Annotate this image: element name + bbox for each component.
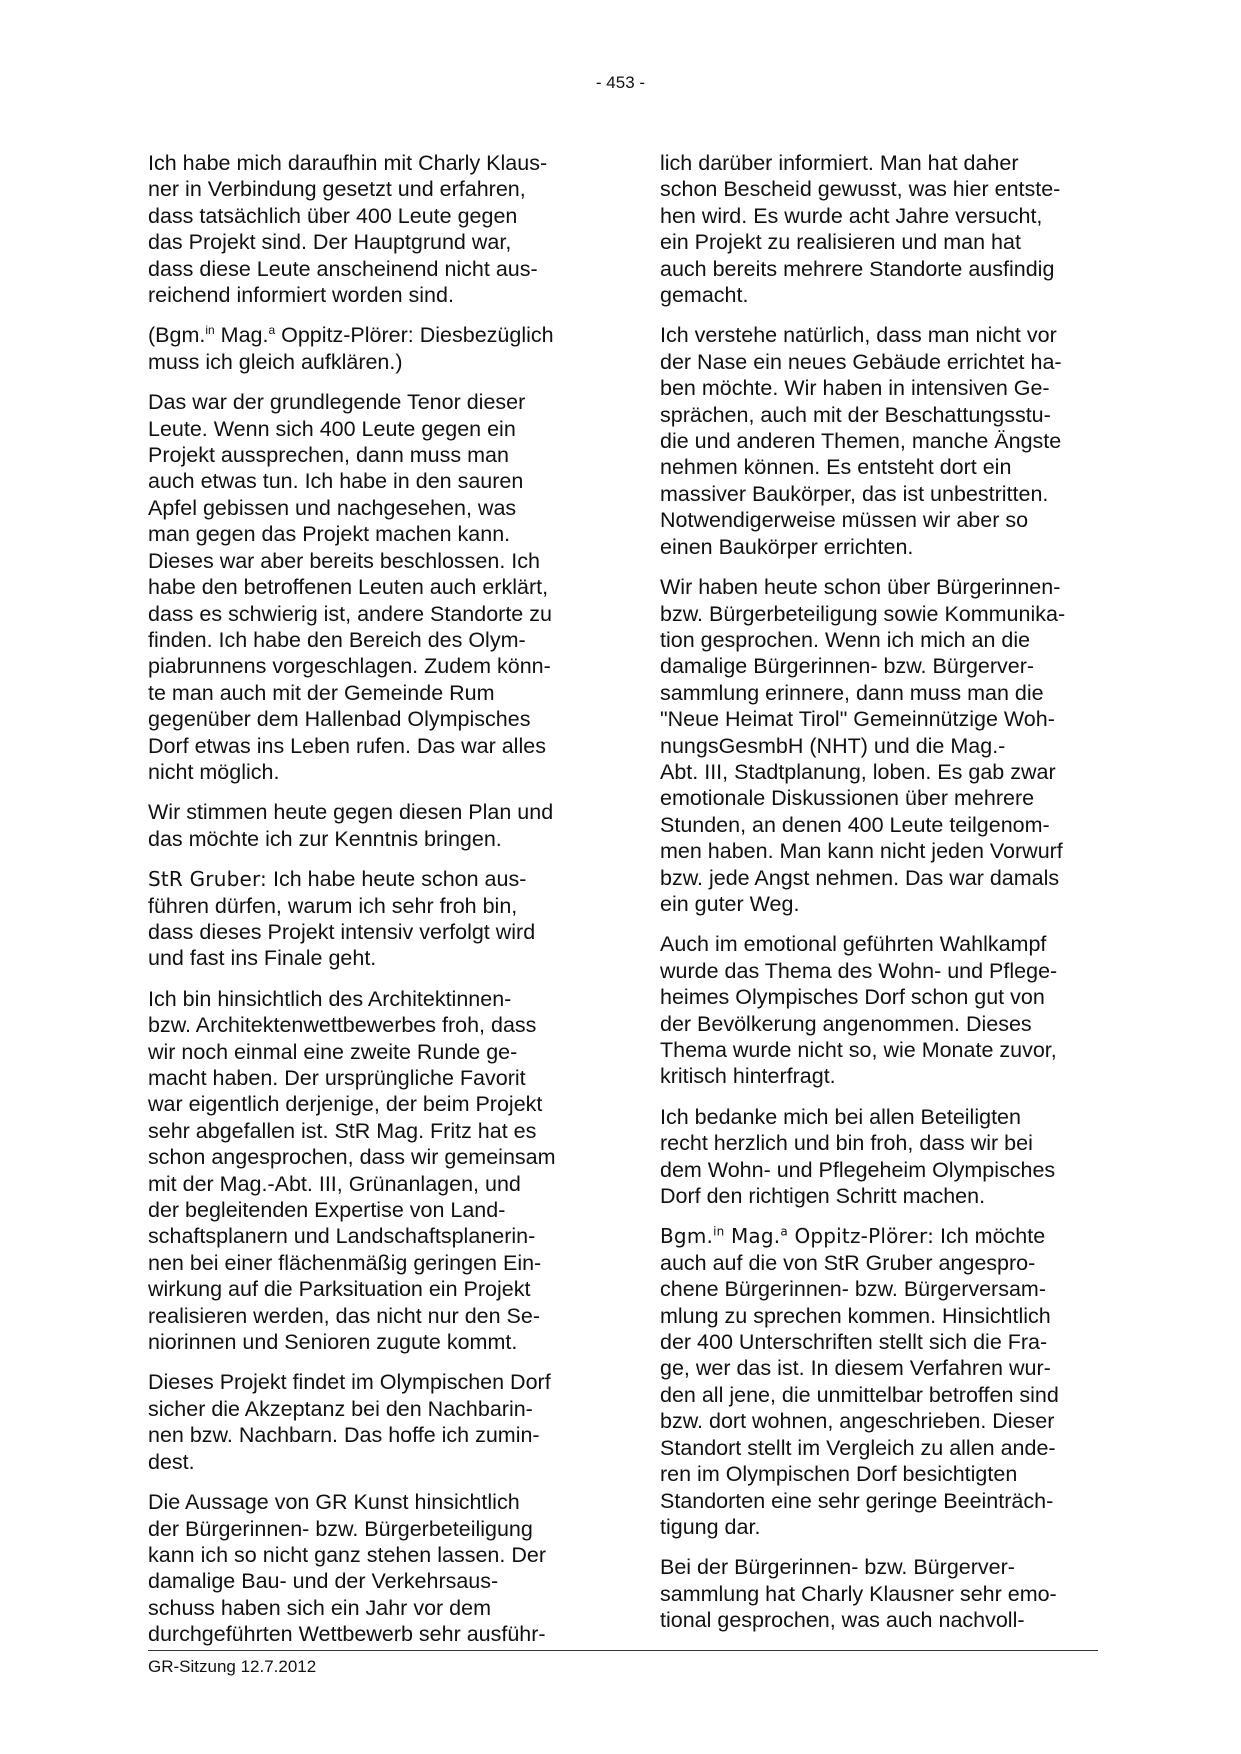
text-line: der 400 Unterschriften stellt sich die Fra- xyxy=(660,1330,1048,1355)
text-line: damalige Bau- und der Verkehrsaus- xyxy=(148,1569,499,1594)
text-line: ein Projekt zu realisieren und man hat xyxy=(660,230,1021,255)
text-fragment: Bgm. xyxy=(660,1224,714,1249)
text-line: auch etwas tun. Ich habe in den sauren xyxy=(148,469,524,494)
text-line: Projekt aussprechen, dann muss man xyxy=(148,443,509,468)
speaker-paragraph xyxy=(660,1223,1100,1540)
text-line: sprächen, auch mit der Beschattungsstu- xyxy=(660,402,1051,427)
paragraph xyxy=(148,150,588,308)
text-line: Standorten eine sehr geringe Beeinträch- xyxy=(660,1488,1054,1513)
text-line: Thema wurde nicht so, wie Monate zuvor, xyxy=(660,1038,1057,1062)
text-line: Die Aussage von GR Kunst hinsichtlich xyxy=(148,1490,520,1515)
text-line xyxy=(660,1223,1100,1249)
paragraph xyxy=(660,574,1100,917)
text-line: ge, wer das ist. In diesem Verfahren wur- xyxy=(660,1356,1051,1381)
text-line: sicher die Akzeptanz bei den Nachbarin- xyxy=(148,1396,533,1421)
text-line: dass diese Leute anscheinend nicht aus- xyxy=(148,256,538,281)
text-line: finden. Ich habe den Bereich des Olym- xyxy=(148,627,526,652)
text-line: gemacht. xyxy=(660,283,749,308)
text-line: men haben. Man kann nicht jeden Vorwurf xyxy=(660,839,1063,864)
superscript: a xyxy=(268,323,276,338)
superscript: in xyxy=(713,1224,725,1239)
text-line: Wir haben heute schon über Bürgerinnen- xyxy=(660,575,1061,600)
text-line: gegenüber dem Hallenbad Olympisches xyxy=(148,707,531,732)
paragraph xyxy=(660,931,1100,1089)
text-line: das Projekt sind. Der Hauptgrund war, xyxy=(148,230,512,255)
text-line: mlung zu sprechen kommen. Hinsichtlich xyxy=(660,1303,1051,1328)
text-line: emotionale Diskussionen über mehrere xyxy=(660,786,1035,811)
text-line xyxy=(148,866,588,892)
text-line: einen Baukörper errichten. xyxy=(660,534,914,559)
text-line: kritisch hinterfragt. xyxy=(660,1064,836,1089)
text-line: Leute. Wenn sich 400 Leute gegen ein xyxy=(148,416,516,441)
text-line: habe den betroffenen Leuten auch erklärt, xyxy=(148,575,549,600)
text-line: schaftsplanern und Landschaftsplanerin- xyxy=(148,1224,536,1249)
text-line: den all jene, die unmittelbar betroffen sind xyxy=(660,1382,1059,1407)
text-line: Wir stimmen heute gegen diesen Plan und xyxy=(148,800,554,825)
text-line: kann ich so nicht ganz stehen lassen. Der xyxy=(148,1542,546,1567)
left-column xyxy=(148,150,588,1662)
speaker-paragraph xyxy=(148,866,588,972)
right-column xyxy=(660,150,1100,1648)
text-line: Dorf etwas ins Leben rufen. Das war alles xyxy=(148,733,546,758)
text-fragment: Mag. xyxy=(214,323,269,348)
text-line: Dorf den richtigen Schritt machen. xyxy=(660,1184,986,1209)
text-line: mit der Mag.-Abt. III, Grünanlagen, und xyxy=(148,1171,521,1196)
superscript: a xyxy=(780,1224,788,1239)
text-fragment: Ich habe heute schon aus- xyxy=(267,867,527,892)
text-line: auch auf die von StR Gruber angespro- xyxy=(660,1250,1036,1275)
text-line: niorinnen und Senioren zugute kommt. xyxy=(148,1330,518,1355)
text-line: dass es schwierig ist, andere Standorte zu xyxy=(148,601,552,626)
page-number: - 453 - xyxy=(595,73,646,92)
text-line: wurde das Thema des Wohn- und Pflege- xyxy=(660,958,1058,983)
text-line: Dieses war aber bereits beschlossen. Ich xyxy=(148,548,540,573)
text-line: dass dieses Projekt intensiv verfolgt wird xyxy=(148,919,536,944)
text-line: nen bzw. Nachbarn. Das hoffe ich zumin- xyxy=(148,1423,540,1448)
text-line: bzw. Architektenwettbewerbes froh, dass xyxy=(148,1013,537,1038)
speaker-name: StR Gruber: xyxy=(148,867,267,892)
text-line: Das war der grundlegende Tenor dieser xyxy=(148,390,526,415)
text-line: heimes Olympisches Dorf schon gut von xyxy=(660,985,1045,1010)
text-line: tigung dar. xyxy=(660,1514,761,1539)
text-fragment: Ich möchte xyxy=(934,1224,1046,1249)
text-line: sammlung erinnere, dann muss man die xyxy=(660,680,1044,705)
text-line: dem Wohn- und Pflegeheim Olympisches xyxy=(660,1157,1056,1182)
text-line: tional gesprochen, was auch nachvoll- xyxy=(660,1608,1025,1633)
text-line: und fast ins Finale geht. xyxy=(148,946,377,971)
speaker-name xyxy=(660,1224,934,1248)
text-line: dest. xyxy=(148,1449,195,1474)
text-line: Abt. III, Stadtplanung, loben. Es gab zwar xyxy=(660,759,1056,784)
text-line: Dieses Projekt findet im Olympischen Dorf xyxy=(148,1370,551,1395)
paragraph xyxy=(148,1369,588,1475)
paragraph xyxy=(148,986,588,1356)
text-line: recht herzlich und bin froh, dass wir bei xyxy=(660,1131,1033,1156)
text-line: der Bürgerinnen- bzw. Bürgerbeteiligung xyxy=(148,1516,533,1541)
paragraph xyxy=(660,1554,1100,1633)
text-line: die und anderen Themen, manche Ängste xyxy=(660,429,1062,454)
text-line: chene Bürgerinnen- bzw. Bürgerversam- xyxy=(660,1277,1046,1302)
text-line: der begleitenden Expertise von Land- xyxy=(148,1198,506,1223)
text-line: Ich bin hinsichtlich des Architektinnen- xyxy=(148,986,512,1011)
text-line: bzw. jede Angst nehmen. Das war damals xyxy=(660,865,1060,890)
text-line: "Neue Heimat Tirol" Gemeinnützige Woh- xyxy=(660,707,1055,732)
paragraph xyxy=(660,322,1100,560)
text-line: der Nase ein neues Gebäude errichtet ha- xyxy=(660,349,1062,374)
text-line: das möchte ich zur Kenntnis bringen. xyxy=(148,826,502,851)
text-line: bzw. Bürgerbeteiligung sowie Kommunika- xyxy=(660,601,1066,626)
text-line: bzw. dort wohnen, angeschrieben. Dieser xyxy=(660,1409,1055,1434)
superscript: in xyxy=(205,323,215,338)
paragraph xyxy=(148,389,588,785)
text-line: realisieren werden, das nicht nur den Se- xyxy=(148,1303,540,1328)
interjection-paragraph xyxy=(148,322,588,375)
text-line xyxy=(148,322,588,348)
text-line: nen bei einer flächenmäßig geringen Ein- xyxy=(148,1250,542,1275)
paragraph xyxy=(148,1489,588,1647)
text-line: schon angesprochen, dass wir gemeinsam xyxy=(148,1145,556,1170)
footer-divider xyxy=(148,1650,1098,1651)
paragraph xyxy=(660,150,1100,308)
footer-label: GR-Sitzung 12.7.2012 xyxy=(148,1657,317,1676)
text-line: nungsGesmbH (NHT) und die Mag.- xyxy=(660,733,1006,758)
text-line: ein guter Weg. xyxy=(660,891,800,916)
text-line: reichend informiert worden sind. xyxy=(148,283,454,308)
text-line: ben möchte. Wir haben in intensiven Ge- xyxy=(660,376,1050,401)
text-fragment: Mag. xyxy=(724,1224,781,1249)
text-line: Stunden, an denen 400 Leute teilgenom- xyxy=(660,812,1050,837)
text-line: auch bereits mehrere Standorte ausfindig xyxy=(660,256,1055,281)
text-line: Notwendigerweise müssen wir aber so xyxy=(660,508,1029,533)
text-line: Standort stellt im Vergleich zu allen ande- xyxy=(660,1435,1056,1460)
paragraph xyxy=(660,1104,1100,1210)
text-line: war eigentlich derjenige, der beim Projekt xyxy=(148,1092,543,1117)
text-line: nicht möglich. xyxy=(148,759,280,784)
text-line: sehr abgefallen ist. StR Mag. Fritz hat es xyxy=(148,1118,537,1143)
text-line: Apfel gebissen und nachgesehen, was xyxy=(148,495,517,520)
text-line: Bei der Bürgerinnen- bzw. Bürgerver- xyxy=(660,1555,1015,1580)
text-line: der Bevölkerung angenommen. Dieses xyxy=(660,1011,1032,1036)
text-line: ren im Olympischen Dorf besichtigten xyxy=(660,1462,1018,1487)
text-line: schon Bescheid gewusst, was hier entste- xyxy=(660,177,1061,202)
text-line: piabrunnens vorgeschlagen. Zudem könn- xyxy=(148,654,551,679)
text-line: Ich habe mich daraufhin mit Charly Klaus- xyxy=(148,151,548,175)
text-line: wirkung auf die Parksituation ein Projekt xyxy=(148,1277,531,1302)
text-line: dass tatsächlich über 400 Leute gegen xyxy=(148,203,518,228)
text-line: sammlung hat Charly Klausner sehr emo- xyxy=(660,1581,1057,1606)
text-line: massiver Baukörper, das ist unbestritten. xyxy=(660,481,1049,506)
text-line: macht haben. Der ursprüngliche Favorit xyxy=(148,1066,526,1090)
paragraph xyxy=(148,799,588,852)
text-line: Ich bedanke mich bei allen Beteiligten xyxy=(660,1104,1021,1129)
text-line: te man auch mit der Gemeinde Rum xyxy=(148,680,495,705)
text-fragment: Oppitz-Plörer: xyxy=(787,1224,935,1249)
text-line: hen wird. Es wurde acht Jahre versucht, xyxy=(660,203,1043,228)
text-line: tion gesprochen. Wenn ich mich an die xyxy=(660,627,1031,652)
text-fragment: Oppitz-Plörer: Diesbezüglich xyxy=(275,323,554,348)
text-line: schuss haben sich ein Jahr vor dem xyxy=(148,1595,491,1620)
text-line: damalige Bürgerinnen- bzw. Bürgerver- xyxy=(660,654,1035,679)
text-line: Auch im emotional geführten Wahlkampf xyxy=(660,932,1047,957)
text-line: man gegen das Projekt machen kann. xyxy=(148,522,511,547)
text-line: muss ich gleich aufklären.) xyxy=(148,349,403,374)
text-line: Ich verstehe natürlich, dass man nicht vor xyxy=(660,323,1057,348)
text-fragment: (Bgm. xyxy=(148,323,206,348)
text-line: ner in Verbindung gesetzt und erfahren, xyxy=(148,177,526,202)
text-line: wir noch einmal eine zweite Runde ge- xyxy=(148,1039,518,1064)
text-line: durchgeführten Wettbewerb sehr ausführ- xyxy=(148,1622,546,1647)
text-line: lich darüber informiert. Man hat daher xyxy=(660,151,1019,175)
text-line: nehmen können. Es entsteht dort ein xyxy=(660,455,1012,480)
text-line: führen dürfen, warum ich sehr froh bin, xyxy=(148,893,518,918)
